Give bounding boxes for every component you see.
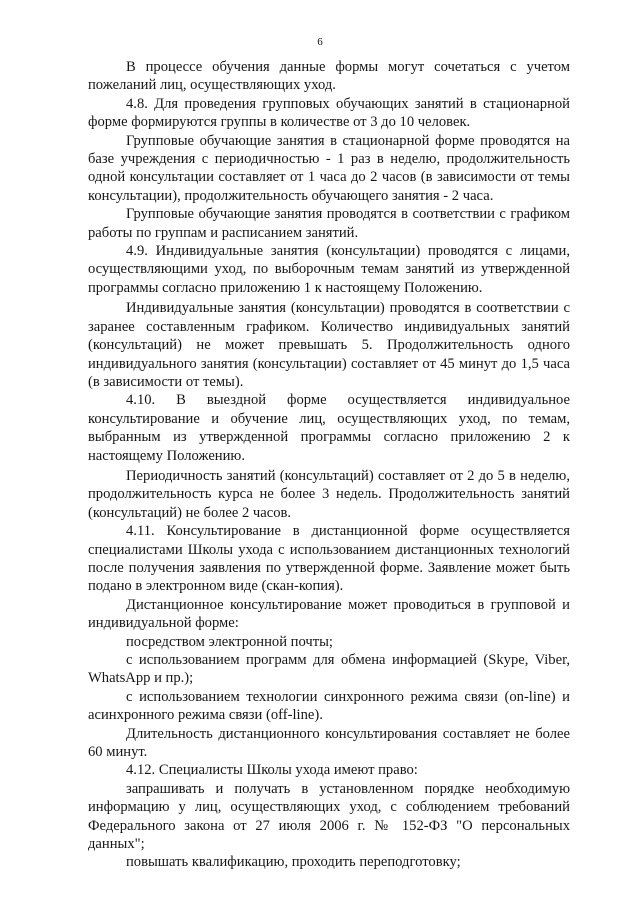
list-item: запрашивать и получать в установленном порядке необходимую информацию у лиц, осуществляющих уход, с соблюдением требований Федерального закона от 27 июля 2006 г. № 152-ФЗ "О персональных данных"; [88,780,570,853]
paragraph-section-4-9: 4.9. Индивидуальные занятия (консультации) проводятся с лицами, осуществляющими уход, по выборочным темам занятий из утвержденной программы согласно приложению 1 к настоящему Положению. [88,243,570,296]
list-item: с использованием технологии синхронного режима связи (on-line) и асинхронного режима связи (off-line). [88,688,570,724]
paragraph-section-4-10: 4.10. В выездной форме осуществляется индивидуальное консультирование и обучение лиц, осуществляющих уход, по темам, выбранным из утвержденной программы согласно приложению 2 к настоящему Положению. [88,392,570,464]
paragraph-section-4-8: 4.8. Для проведения групповых обучающих занятий в стационарной форме формируются группы в количестве от 3 до 10 человек. [88,95,570,131]
page-number: 6 [317,36,323,48]
paragraph-section-4-11: 4.11. Консультирование в дистанционной форме осуществляется специалистами Школы ухода с использованием дистанционных технологий после получения заявления по утвержденной форме. Заявление может быть подано в электронном виде (скан-копия). [88,523,570,595]
paragraph: В процессе обучения данные формы могут сочетаться с учетом пожеланий лиц, осуществляющих уход. [88,59,570,94]
paragraph: Длительность дистанционного консультирования составляет не более 60 минут. [88,725,570,761]
paragraph: Периодичность занятий (консультаций) составляет от 2 до 5 в неделю, продолжительность курса не более 3 недель. Продолжительность занятий (консультаций) не более 2 часов. [88,467,570,521]
paragraph-section-4-12: 4.12. Специалисты Школы ухода имеют право: [126,762,418,779]
paragraph: Индивидуальные занятия (консультации) проводятся в соответствии с заранее составленным графиком. Количество индивидуальных занятий (консультаций) не может превышать 5. Продолжительность одного индивидуального занятия (консультации) составляет от 45 минут до 1,5 часа (в зависимости от темы). [88,300,570,390]
list-item: с использованием программ для обмена информацией (Skype, Viber, WhatsApp и пр.); [88,652,570,687]
paragraph: Групповые обучающие занятия проводятся в соответствии с графиком работы по группам и расписанием занятий. [88,206,570,241]
list-item: посредством электронной почты; [126,633,333,650]
paragraph: Групповые обучающие занятия в стационарной форме проводятся на базе учреждения с периодичностью - 1 раз в неделю, продолжительность одной консультации составляет от 1 часа до 2 часов (в зависимости от темы консультации), продолжительность обучающего занятия - 2 часа. [88,132,570,204]
list-item: повышать квалификацию, проходить переподготовку; [126,854,461,871]
document-body [88,58,570,872]
paragraph: Дистанционное консультирование может проводиться в групповой и индивидуальной форме: [88,596,570,632]
